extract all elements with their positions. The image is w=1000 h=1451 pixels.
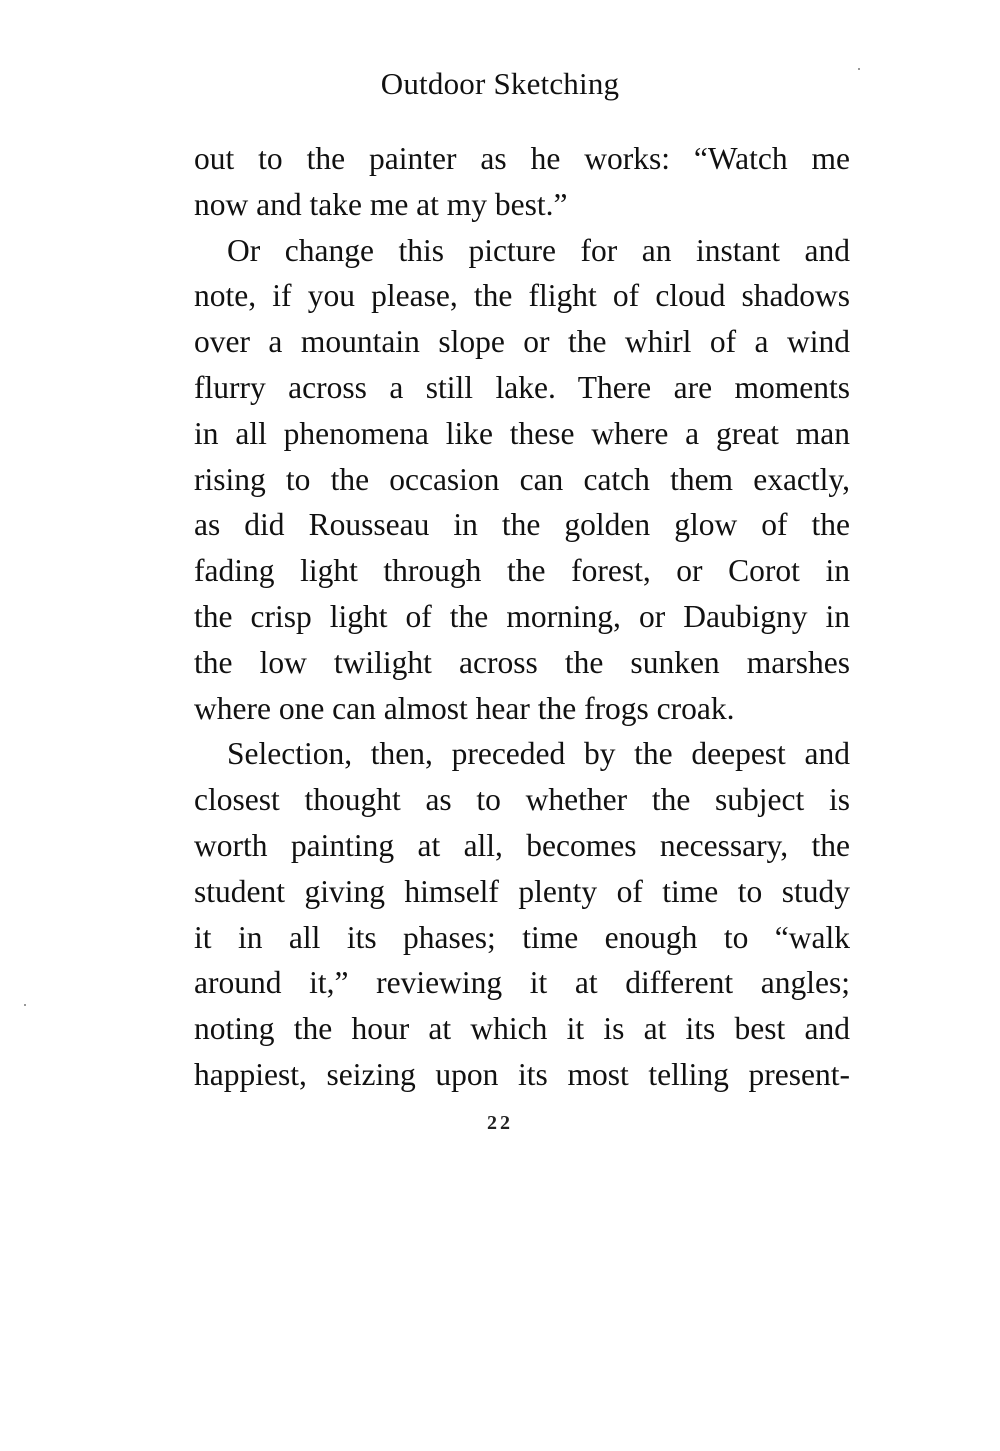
running-head: Outdoor Sketching bbox=[380, 66, 620, 101]
body-text bbox=[194, 136, 850, 1098]
text-line: fading light through the forest, or Corot in bbox=[194, 553, 850, 589]
text-line: Or change this picture for an instant and bbox=[227, 232, 850, 268]
text-line: flurry across a still lake. There are moments bbox=[194, 369, 850, 405]
text-line: worth painting at all, becomes necessary, the bbox=[194, 827, 850, 863]
text-line: student giving himself plenty of time to study bbox=[194, 873, 850, 909]
text-line: out to the painter as he works: “Watch me bbox=[194, 141, 850, 176]
scan-speck bbox=[24, 1004, 26, 1006]
text-line: the crisp light of the morning, or Daubigny in bbox=[194, 598, 850, 634]
scan-speck bbox=[858, 68, 860, 70]
text-line: closest thought as to whether the subject is bbox=[194, 782, 850, 818]
text-line: where one can almost hear the frogs croak. bbox=[194, 690, 735, 726]
text-line: the low twilight across the sunken marshes bbox=[194, 644, 850, 680]
text-line: in all phenomena like these where a great man bbox=[194, 415, 850, 451]
text-line: as did Rousseau in the golden glow of the bbox=[194, 507, 850, 543]
text-line: it in all its phases; time enough to “walk bbox=[194, 919, 850, 955]
text-line: rising to the occasion can catch them exactly, bbox=[194, 461, 850, 497]
text-line: note, if you please, the flight of cloud shadows bbox=[194, 278, 850, 314]
page-number: 22 bbox=[487, 1112, 513, 1134]
text-line: noting the hour at which it is at its best and bbox=[194, 1011, 850, 1047]
text-line: over a mountain slope or the whirl of a wind bbox=[194, 324, 850, 360]
text-line: around it,” reviewing it at different angles; bbox=[194, 965, 850, 1001]
text-line: now and take me at my best.” bbox=[194, 186, 568, 222]
text-line: Selection, then, preceded by the deepest and bbox=[227, 736, 850, 772]
text-line: happiest, seizing upon its most telling present- bbox=[194, 1056, 850, 1092]
